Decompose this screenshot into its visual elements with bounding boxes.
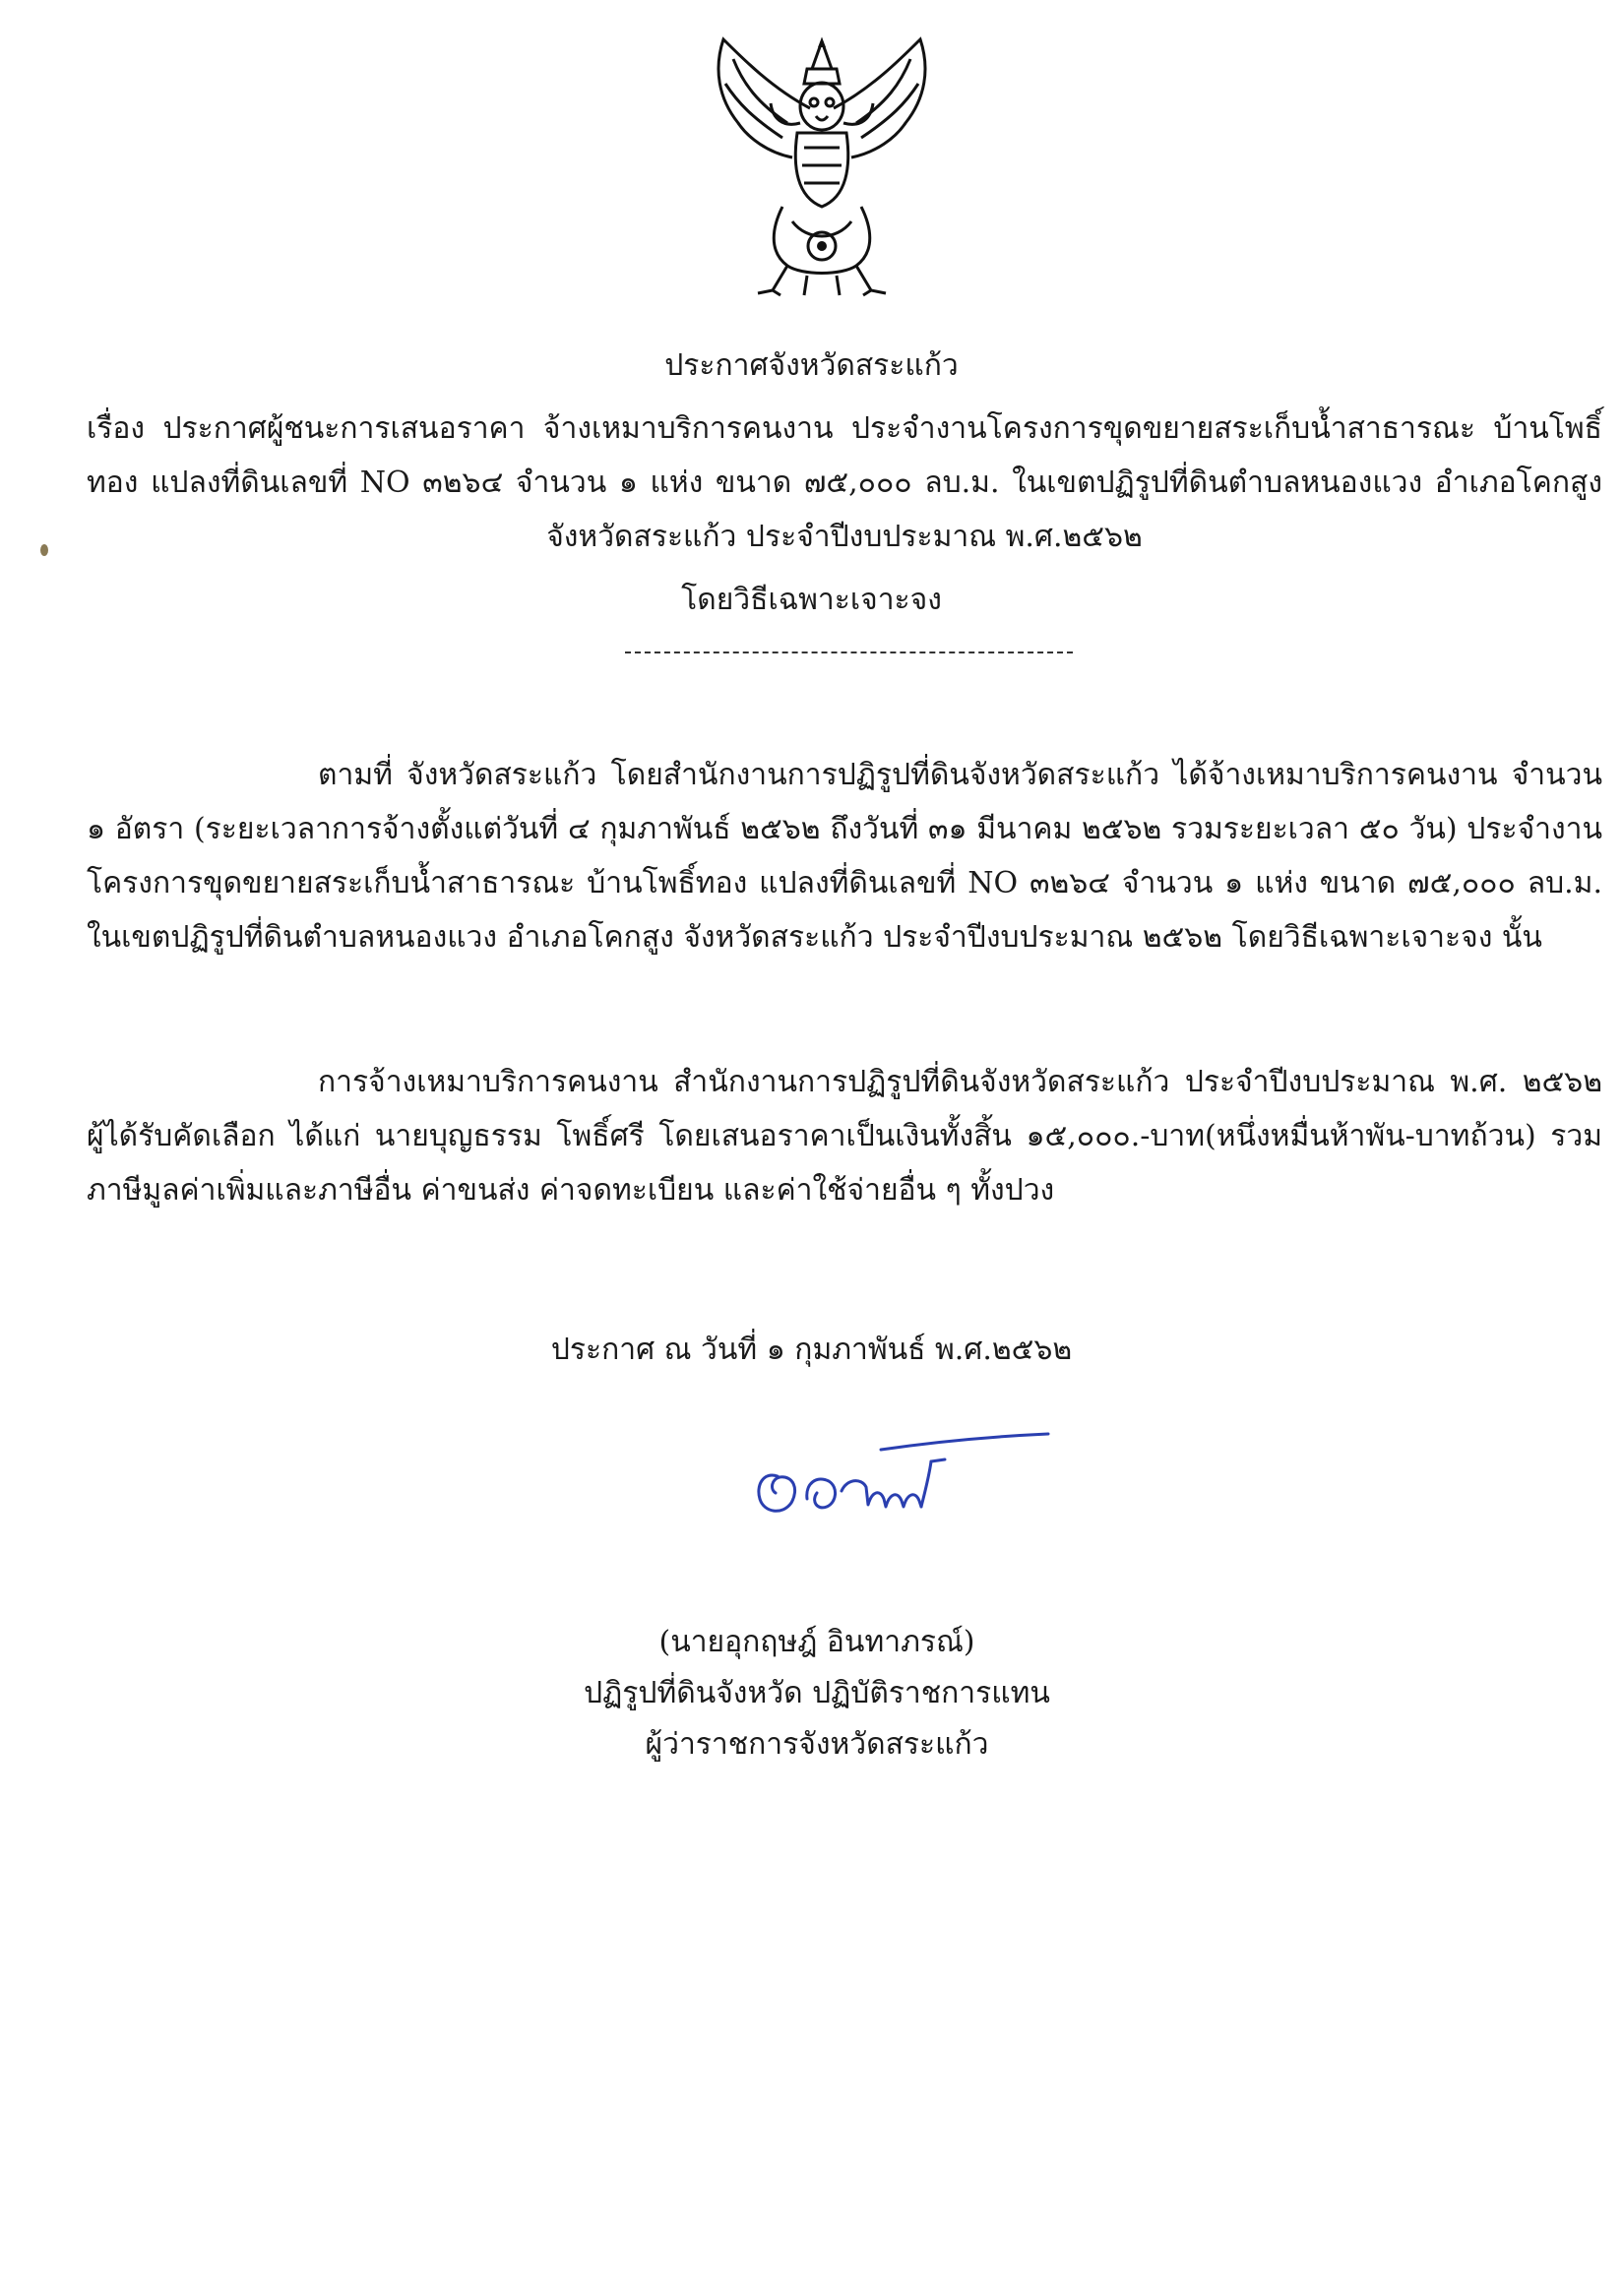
- signatory-name: (นายอุกฤษฎ์ อินทาภรณ์): [658, 1625, 975, 1659]
- scan-speck-icon: [39, 543, 49, 557]
- garuda-emblem-icon: [694, 30, 950, 300]
- body-paragraph-1: ตามที่ จังหวัดสระแก้ว โดยสำนักงานการปฏิรูปที่ดินจังหวัดสระแก้ว ได้จ้างเหมาบริการคนงาน จำนวน ๑ อัตรา (ระยะเวลาการจ้างตั้งแต่วันที่ ๔ กุมภาพันธ์ ๒๕๖๒ ถึงวันที่ ๓๑ มีนาคม ๒๕๖๒ รวมระยะเวลา ๕๐ วัน) ประจำงานโครงการขุดขยายสระเก็บน้ำสาธารณะ บ้านโพธิ์ทอง แปลงที่ดินเลขที่ NO ๓๒๖๔ จำนวน ๑ แห่ง ขนาด ๗๕,๐๐๐ ลบ.ม. ในเขตปฏิรูปที่ดินตำบลหนองแวง อำเภอโคกสูง จังหวัดสระแก้ว ประจำปีงบประมาณ ๒๕๖๒ โดยวิธีเฉพาะเจาะจง นั้น: [87, 758, 1602, 955]
- signatory-position-1: ปฏิรูปที่ดินจังหวัด ปฏิบัติราชการแทน: [584, 1676, 1050, 1710]
- issuer-title: ประกาศจังหวัดสระแก้ว: [664, 348, 959, 383]
- subject-text: เรื่อง ประกาศผู้ชนะการเสนอราคา จ้างเหมาบริการคนงาน ประจำงานโครงการขุดขยายสระเก็บน้ำสาธารณะ บ้านโพธิ์ทอง แปลงที่ดินเลขที่ NO ๓๒๖๔ จำนวน ๑ แห่ง ขนาด ๗๕,๐๐๐ ลบ.ม. ในเขตปฏิรูปที่ดินตำบลหนองแวง อำเภอโคกสูง จังหวัดสระแก้ว ประจำปีงบประมาณ พ.ศ.๒๕๖๒: [87, 411, 1602, 554]
- method-text: โดยวิธีเฉพาะเจาะจง: [681, 583, 942, 617]
- body-paragraph-2: การจ้างเหมาบริการคนงาน สำนักงานการปฏิรูปที่ดินจังหวัดสระแก้ว ประจำปีงบประมาณ พ.ศ. ๒๕๖๒ ผู้ได้รับคัดเลือก ได้แก่ นายบุญธรรม โพธิ์ศรี โดยเสนอราคาเป็นเงินทั้งสิ้น ๑๕,๐๐๐.-บาท(หนึ่งหมื่นห้าพัน-บาทถ้วน) รวมภาษีมูลค่าเพิ่มและภาษีอื่น ค่าขนส่ง ค่าจดทะเบียน และค่าใช้จ่ายอื่น ๆ ทั้งปวง: [87, 1065, 1602, 1208]
- divider-line: [625, 652, 1073, 653]
- announcement-date: ประกาศ ณ วันที่ ๑ กุมภาพันธ์ พ.ศ.๒๕๖๒: [550, 1333, 1073, 1367]
- handwritten-signature-icon: [748, 1432, 1053, 1525]
- signatory-position-2: ผู้ว่าราชการจังหวัดสระแก้ว: [645, 1727, 989, 1762]
